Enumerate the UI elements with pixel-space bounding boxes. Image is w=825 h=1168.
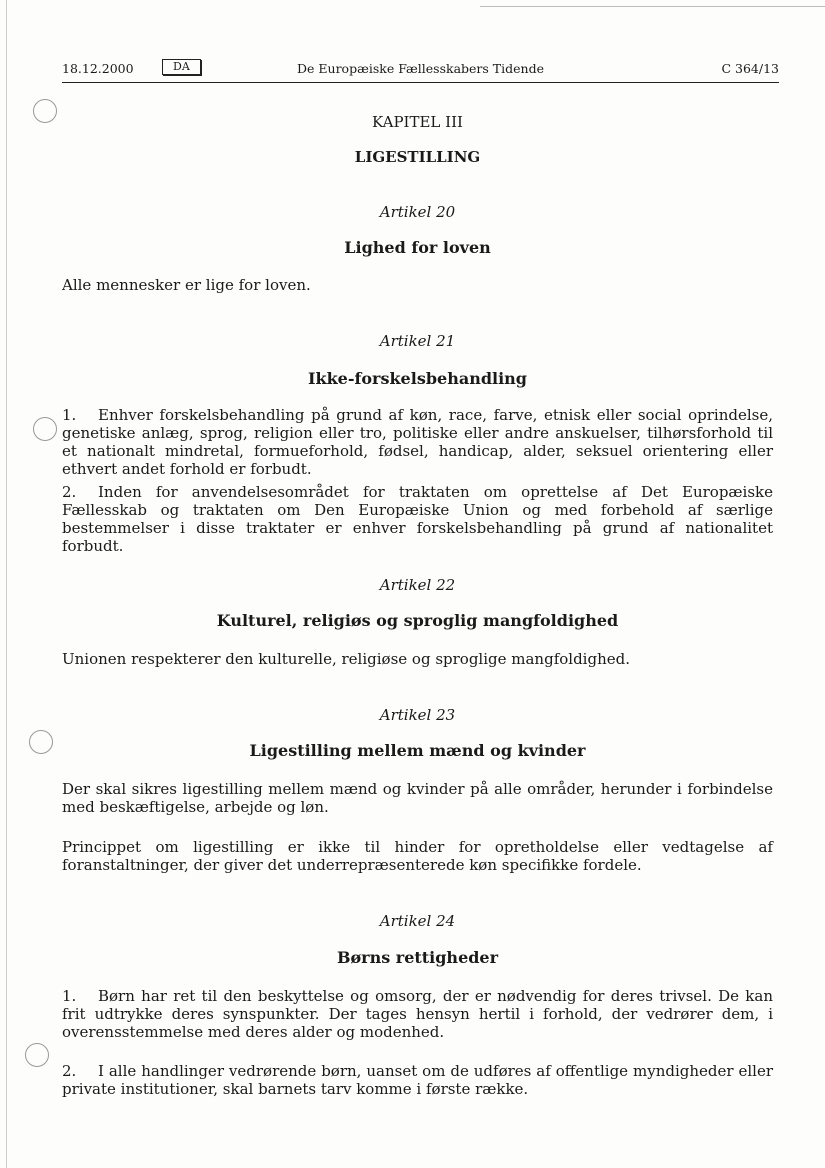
article-label: Artikel 23 [379, 706, 456, 724]
scan-edge-line [480, 6, 825, 7]
paragraph-text: Børn har ret til den beskyttelse og omsorg, der er nødvendig for deres trivsel. De kan frit udtrykke deres synspunkter. Der tages hensyn hertil i forhold, der vedrører dem, i overensstemmelse med deres alder og modenhed. [62, 987, 773, 1041]
language-badge: DA [162, 59, 201, 75]
article-label: Artikel 24 [379, 912, 456, 930]
paragraph-text: Enhver forskelsbehandling på grund af køn, race, farve, etnisk eller social oprindelse, genetiske anlæg, sprog, religion eller tro, politiske eller andre anskuelser, tilhørsforhold til et nationalt mindretal, formueforhold, fødsel, handicap, alder, seksuel orientering eller ethvert andet forhold er forbudt. [62, 406, 773, 478]
journal-title: De Europæiske Fællesskabers Tidende [297, 61, 544, 76]
article-paragraph: Unionen respekterer den kulturelle, religiøse og sproglige mangfoldighed. [62, 650, 630, 668]
page-reference: C 364/13 [721, 61, 779, 76]
paragraph-number: 2. [62, 1062, 77, 1080]
paragraph-text: Inden for anvendelsesområdet for traktaten om oprettelse af Det Europæiske Fællesskab og traktaten om Den Europæiske Union og med forbehold af særlige bestemmelser i disse traktater er enhver forskelsbehandling på grund af nationalitet forbudt. [62, 483, 773, 555]
article-paragraph [62, 1062, 773, 1098]
article-paragraph: Princippet om ligestilling er ikke til hinder for opretholdelse eller vedtagelse af foranstaltninger, der giver det underrepræsenterede køn specifikke fordele. [62, 838, 773, 874]
article-label: Artikel 20 [379, 203, 456, 221]
article-title: Lighed for loven [344, 238, 491, 257]
article-label: Artikel 22 [379, 576, 456, 594]
article-paragraph [62, 987, 773, 1041]
header-rule [62, 82, 779, 83]
paragraph-number: 2. [62, 483, 77, 501]
article-label: Artikel 21 [379, 332, 456, 350]
header-date: 18.12.2000 [62, 61, 134, 76]
article-paragraph [62, 483, 773, 555]
article-paragraph: Der skal sikres ligestilling mellem mænd og kvinder på alle områder, herunder i forbindelse med beskæftigelse, arbejde og løn. [62, 780, 773, 816]
punch-hole-icon [25, 1043, 49, 1067]
punch-hole-icon [33, 99, 57, 123]
chapter-number: KAPITEL III [372, 113, 463, 131]
article-title: Ikke-forskelsbehandling [308, 369, 527, 388]
paragraph-number: 1. [62, 406, 77, 424]
article-title: Børns rettigheder [336, 948, 499, 967]
scan-margin-line [6, 0, 7, 1168]
punch-hole-icon [33, 417, 57, 441]
paragraph-number: 1. [62, 987, 77, 1005]
punch-hole-icon [29, 730, 53, 754]
page-header [62, 58, 779, 80]
article-title: Kulturel, religiøs og sproglig mangfoldighed [216, 611, 619, 630]
paragraph-text: I alle handlinger vedrørende børn, uanset om de udføres af offentlige myndigheder eller private institutioner, skal barnets tarv komme i første række. [62, 1062, 773, 1098]
article-title: Ligestilling mellem mænd og kvinder [249, 741, 586, 760]
chapter-title: LIGESTILLING [354, 148, 481, 166]
article-paragraph: Alle mennesker er lige for loven. [62, 276, 311, 294]
article-paragraph [62, 406, 773, 478]
